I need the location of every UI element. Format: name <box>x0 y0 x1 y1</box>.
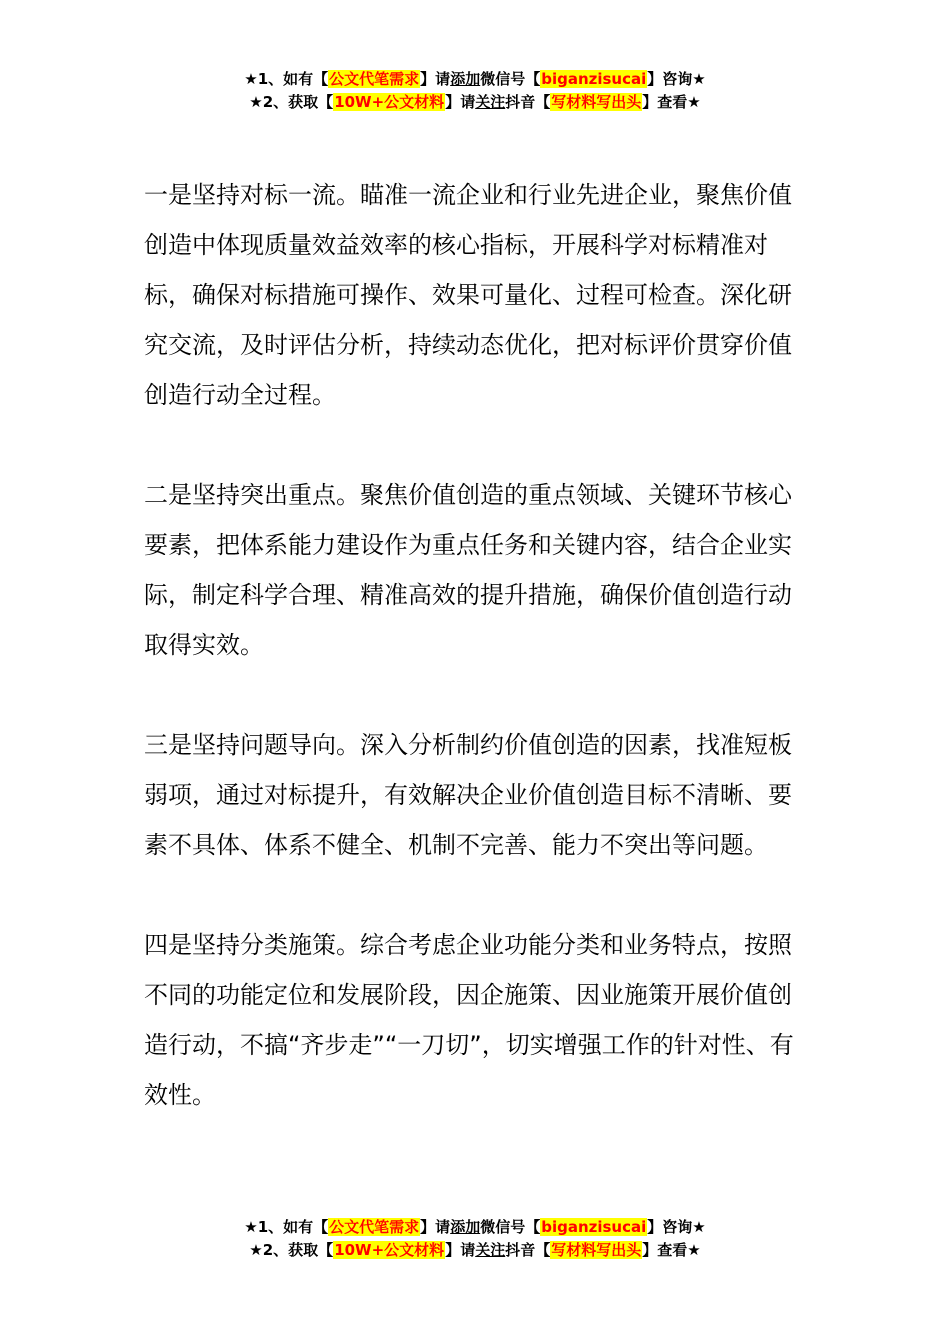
banner-text: 微信号【 <box>480 70 541 88</box>
paragraph-2: 二是坚持突出重点。聚焦价值创造的重点领域、关键环节核心要素，把体系能力建设作为重点任务和关键内容，结合企业实际，制定科学合理、精准高效的提升措施，确保价值创造行动取得实效。 <box>144 481 792 659</box>
banner-text: 】请 <box>445 93 476 111</box>
highlight-wechat-id: biganzisucai <box>541 1218 647 1236</box>
underlined-text: 关注 <box>475 93 506 111</box>
underlined-text: 添加 <box>450 1218 481 1236</box>
highlight-service: 公文代笔需求 <box>329 1218 420 1236</box>
underlined-text: 关注 <box>475 1241 506 1259</box>
banner-text: ★2、获取【 <box>249 1241 334 1259</box>
banner-text: 】查看★ <box>642 93 701 111</box>
underlined-text: 添加 <box>450 70 481 88</box>
banner-line-1 <box>0 68 950 91</box>
banner-text: ★1、如有【 <box>244 1218 329 1236</box>
paragraph-3: 三是坚持问题导向。深入分析制约价值创造的因素，找准短板弱项，通过对标提升，有效解决企业价值创造目标不清晰、要素不具体、体系不健全、机制不完善、能力不突出等问题。 <box>144 731 792 859</box>
highlight-douyin-id: 写材料写出头 <box>551 1241 642 1259</box>
banner-text: 】咨询★ <box>647 1218 706 1236</box>
banner-text: 】查看★ <box>642 1241 701 1259</box>
banner-text: 抖音【 <box>505 93 551 111</box>
banner-text: 】请 <box>420 1218 451 1236</box>
banner-text: 微信号【 <box>480 1218 541 1236</box>
banner-line-2 <box>0 91 950 114</box>
header-banner <box>0 68 950 114</box>
banner-text: ★1、如有【 <box>244 70 329 88</box>
highlight-douyin-id: 写材料写出头 <box>551 93 642 111</box>
highlight-service: 公文代笔需求 <box>329 70 420 88</box>
highlight-wechat-id: biganzisucai <box>541 70 647 88</box>
banner-text: 】请 <box>420 70 451 88</box>
footer-banner <box>0 1216 950 1262</box>
banner-text: ★2、获取【 <box>249 93 334 111</box>
highlight-materials: 10W+公文材料 <box>334 93 445 111</box>
banner-line-1 <box>0 1216 950 1239</box>
banner-text: 】咨询★ <box>647 70 706 88</box>
paragraph-1: 一是坚持对标一流。瞄准一流企业和行业先进企业，聚焦价值创造中体现质量效益效率的核心指标，开展科学对标精准对标，确保对标措施可操作、效果可量化、过程可检查。深化研究交流，及时评估分析，持续动态优化，把对标评价贯穿价值创造行动全过程。 <box>144 181 792 409</box>
banner-line-2 <box>0 1239 950 1262</box>
highlight-materials: 10W+公文材料 <box>334 1241 445 1259</box>
banner-text: 】请 <box>445 1241 476 1259</box>
banner-text: 抖音【 <box>505 1241 551 1259</box>
document-body <box>144 170 808 1170</box>
paragraph-4: 四是坚持分类施策。综合考虑企业功能分类和业务特点，按照不同的功能定位和发展阶段，因企施策、因业施策开展价值创造行动，不搞“齐步走”“一刀切”，切实增强工作的针对性、有效性。 <box>144 931 794 1109</box>
